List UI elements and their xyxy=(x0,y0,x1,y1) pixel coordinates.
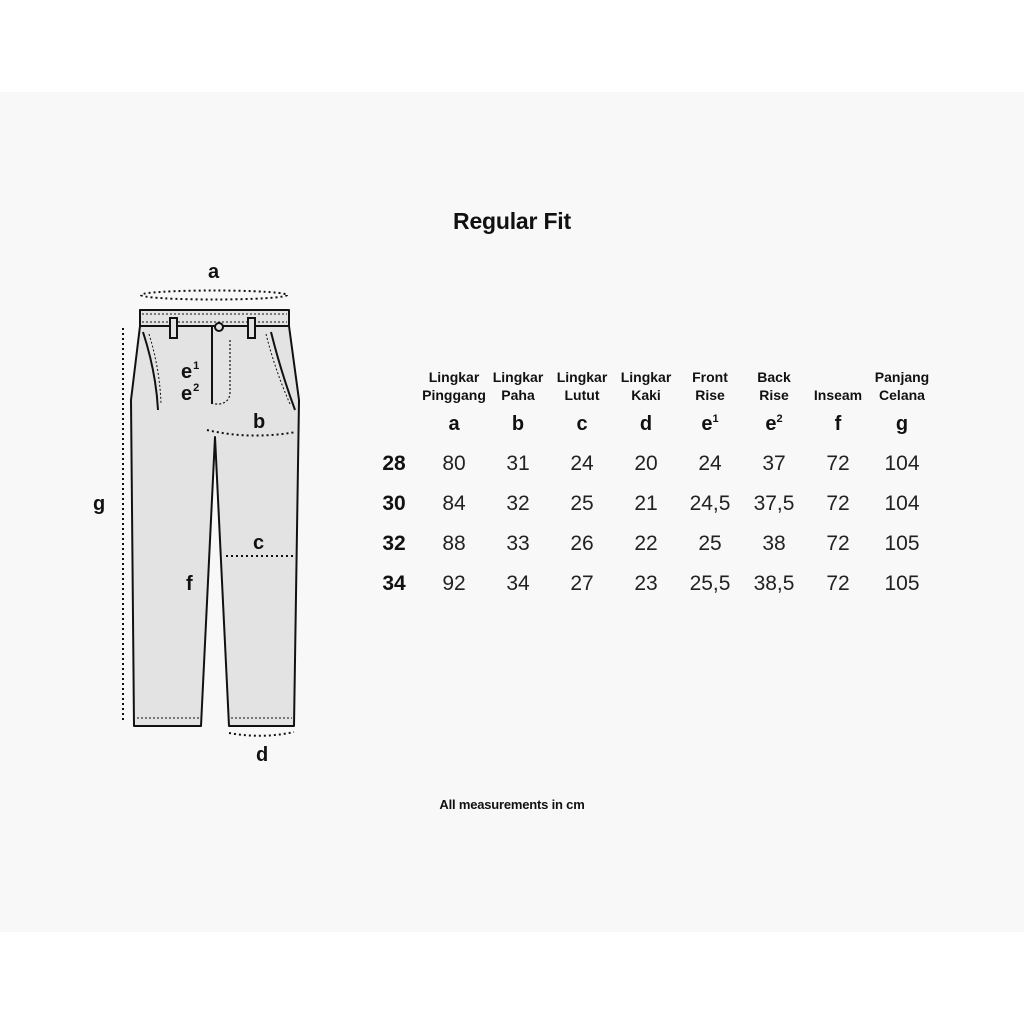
size-label: 30 xyxy=(382,492,406,515)
label-e2 xyxy=(181,378,199,404)
table-cell: 33 xyxy=(506,532,530,555)
table-cell: 24,5 xyxy=(689,492,731,515)
table-cell: 24 xyxy=(698,452,722,475)
size-chart-table xyxy=(366,360,934,604)
col-letter: a xyxy=(448,412,460,435)
table-cell: 72 xyxy=(826,572,850,595)
table-cell: 72 xyxy=(826,532,850,555)
table-cell: 32 xyxy=(506,492,530,515)
table-cell: 72 xyxy=(826,492,850,515)
corner-cell xyxy=(366,404,422,444)
belt-loop-left xyxy=(170,318,177,338)
measurement-unit-note: All measurements in cm xyxy=(439,797,585,812)
label-c: c xyxy=(253,532,265,554)
col-name: Front Rise xyxy=(692,369,728,403)
table-cell: 92 xyxy=(442,572,466,595)
table-row xyxy=(366,564,934,604)
table-cell: 104 xyxy=(884,492,920,515)
table-row xyxy=(366,444,934,484)
size-label: 28 xyxy=(382,452,406,475)
col-name: Lingkar Paha xyxy=(492,369,544,403)
table-cell: 34 xyxy=(506,572,530,595)
table-cell: 72 xyxy=(826,452,850,475)
table-cell: 88 xyxy=(442,532,466,555)
col-letter: f xyxy=(834,412,842,435)
table-cell: 37 xyxy=(762,452,786,475)
col-letter: b xyxy=(511,412,525,435)
table-cell: 80 xyxy=(442,452,466,475)
header-letters-row xyxy=(366,404,934,444)
table-cell: 105 xyxy=(884,572,920,595)
pants-outline xyxy=(131,310,299,726)
col-name: Inseam xyxy=(813,387,863,403)
header-names-row xyxy=(366,360,934,404)
table-cell: 104 xyxy=(884,452,920,475)
table-row xyxy=(366,484,934,524)
label-e1-sup: 1 xyxy=(193,360,200,372)
table-cell: 22 xyxy=(634,532,658,555)
label-b: b xyxy=(253,411,266,433)
table-cell: 25 xyxy=(698,532,722,555)
table-cell: 84 xyxy=(442,492,466,515)
table-cell: 31 xyxy=(506,452,530,475)
table-cell: 38 xyxy=(762,532,786,555)
waist-measure-line xyxy=(141,291,287,300)
label-a: a xyxy=(208,261,220,283)
label-g: g xyxy=(93,493,106,515)
table-cell: 38,5 xyxy=(753,572,795,595)
col-name: Back Rise xyxy=(757,369,791,403)
corner-cell xyxy=(366,360,422,404)
col-name: Panjang Celana xyxy=(874,369,930,403)
table-cell: 23 xyxy=(634,572,658,595)
belt-loop-right xyxy=(248,318,255,338)
page-title: Regular Fit xyxy=(453,208,571,234)
col-letter: $e^1$ xyxy=(701,412,719,435)
col-name: Lingkar Pinggang xyxy=(422,369,486,403)
label-f: f xyxy=(186,573,193,595)
table-cell: 25,5 xyxy=(689,572,731,595)
col-name: Lingkar Lutut xyxy=(556,369,608,403)
table-cell: 25 xyxy=(570,492,594,515)
leg-opening-measure-line xyxy=(229,732,294,736)
label-d: d xyxy=(256,744,269,766)
col-letter: c xyxy=(576,412,588,435)
col-letter: g xyxy=(895,412,909,435)
table-cell: 21 xyxy=(634,492,658,515)
label-e2-sup: 2 xyxy=(193,382,200,394)
col-letter: d xyxy=(639,412,653,435)
table-row xyxy=(366,524,934,564)
table-cell: 37,5 xyxy=(753,492,795,515)
table-cell: 24 xyxy=(570,452,594,475)
col-letter: $e^2$ xyxy=(765,412,783,435)
size-label: 34 xyxy=(382,572,406,595)
table-cell: 20 xyxy=(634,452,658,475)
table-cell: 27 xyxy=(570,572,594,595)
table-cell: 105 xyxy=(884,532,920,555)
button-icon xyxy=(215,323,223,331)
size-label: 32 xyxy=(382,532,406,555)
table-cell: 26 xyxy=(570,532,594,555)
col-name: Lingkar Kaki xyxy=(620,369,672,403)
label-e1-letter: e xyxy=(181,361,193,383)
label-e2-letter: e xyxy=(181,383,193,405)
